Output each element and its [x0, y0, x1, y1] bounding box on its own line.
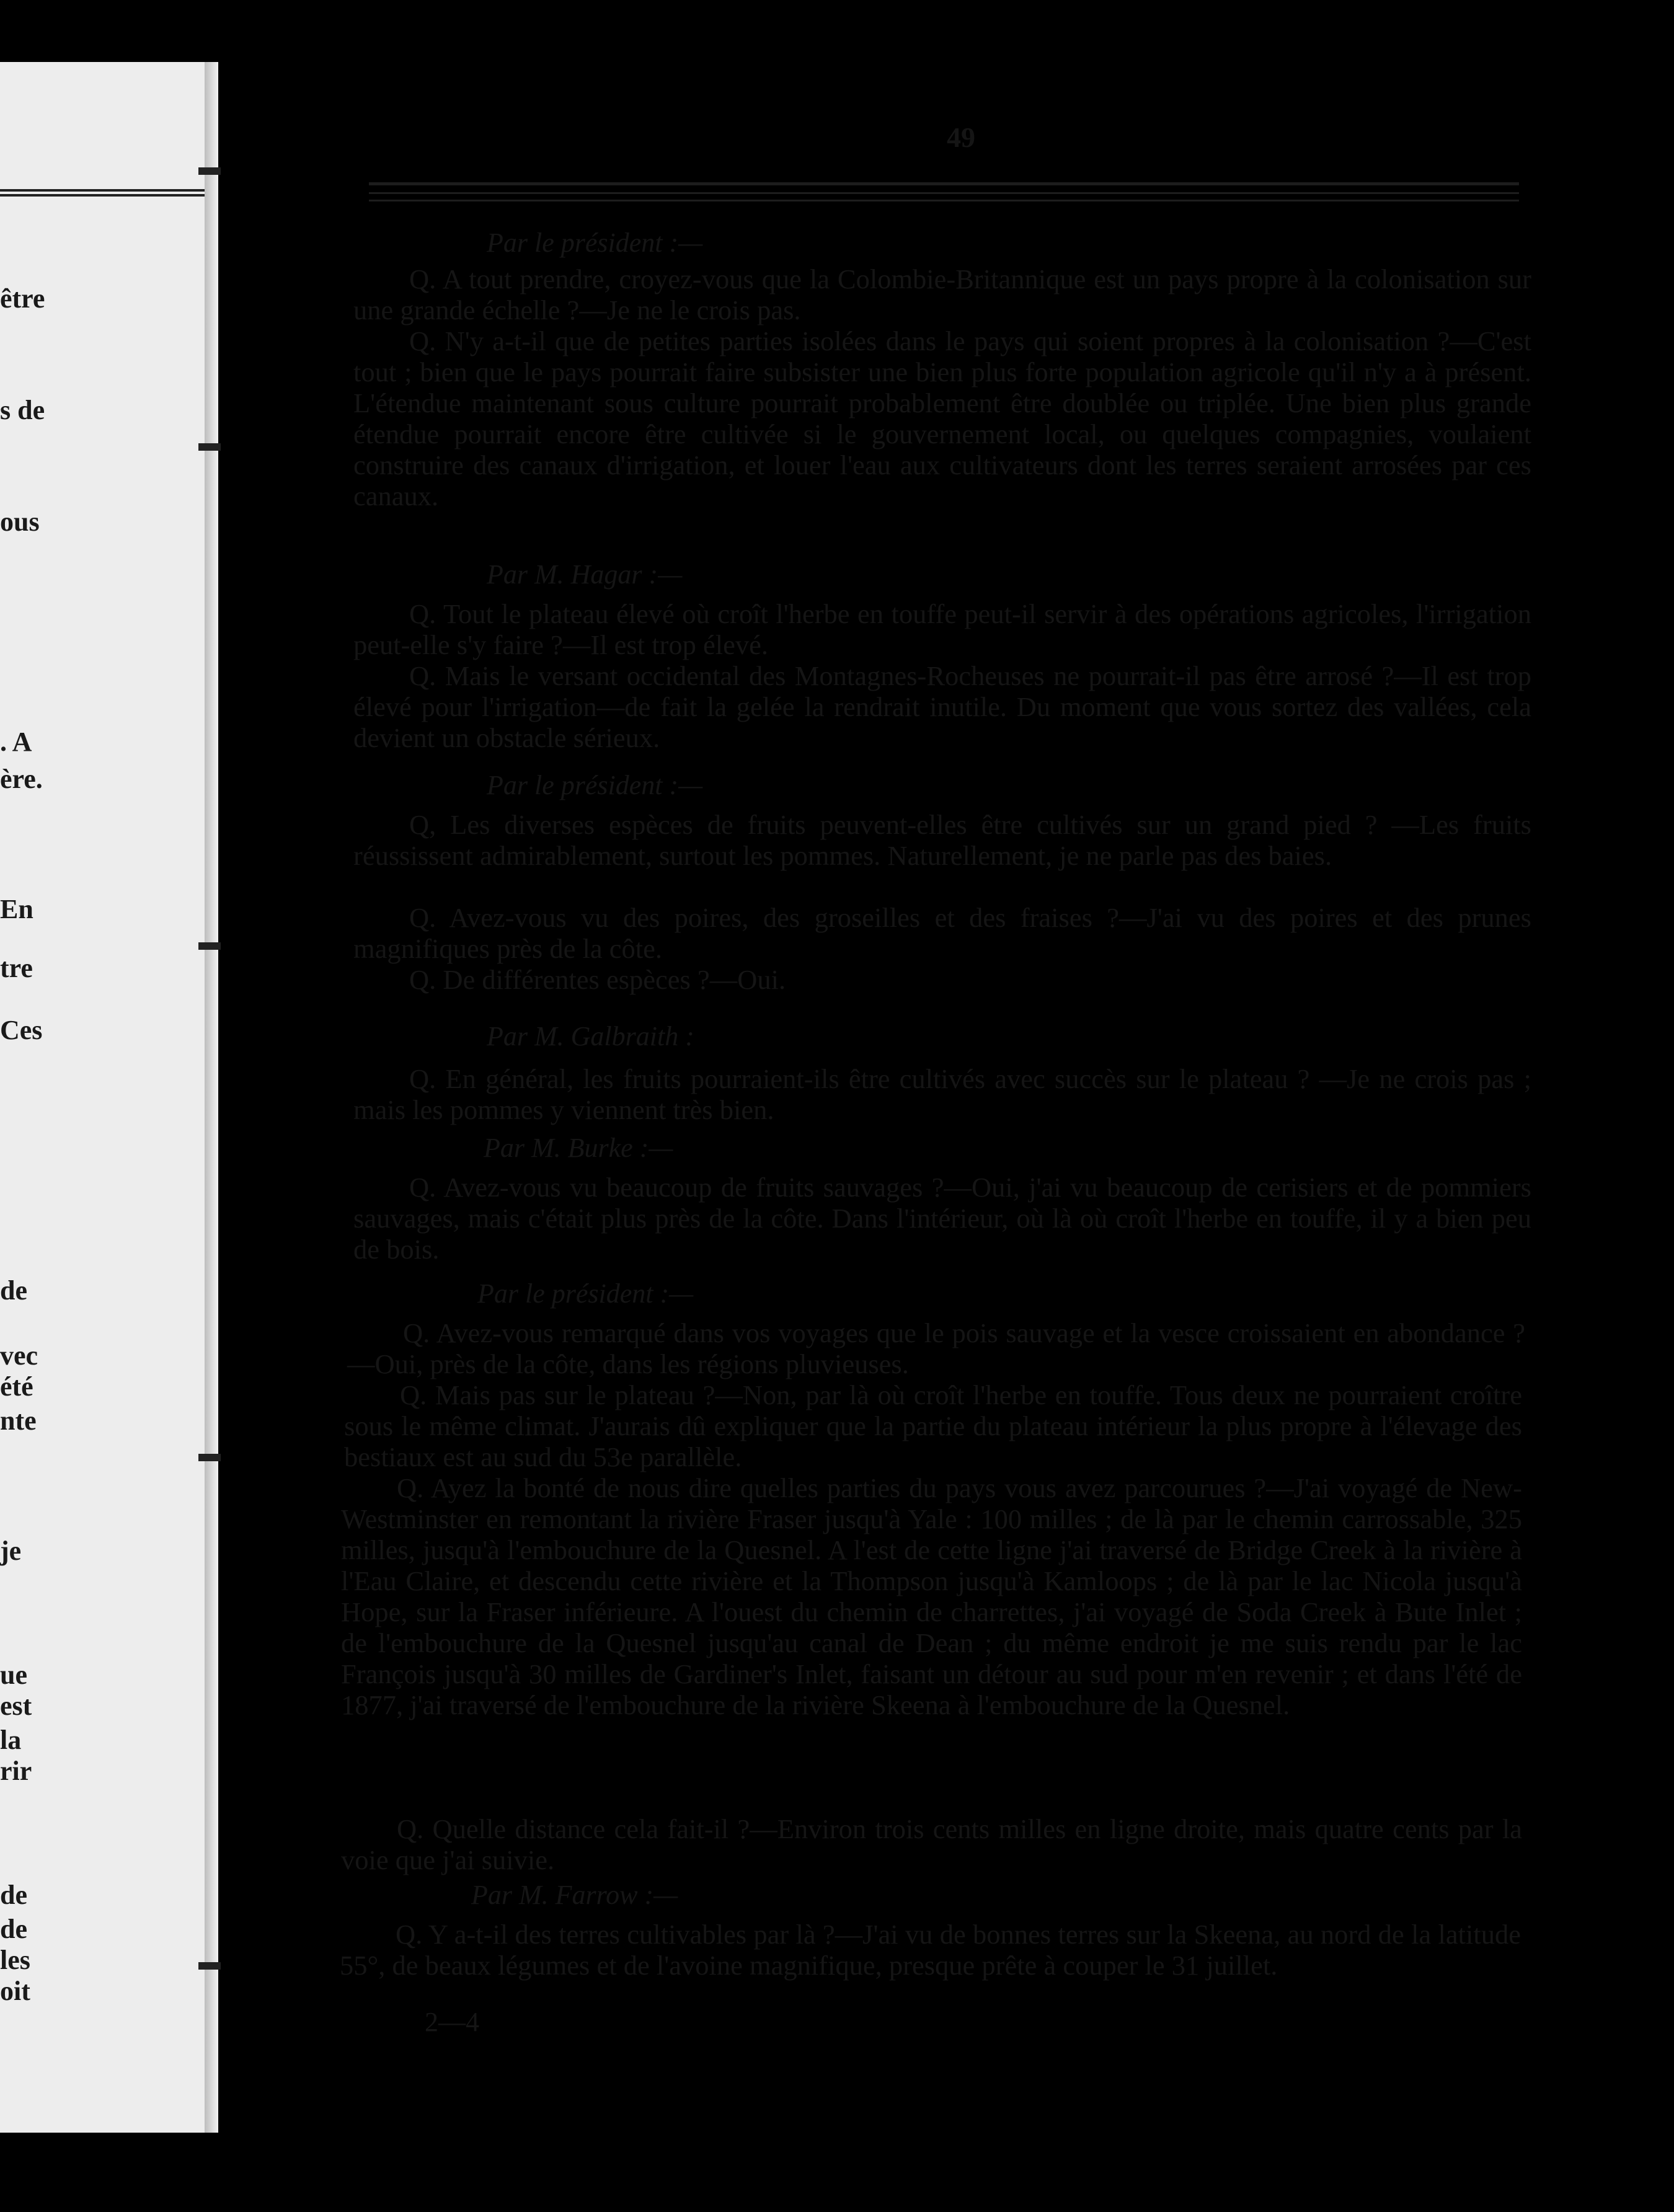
left-page-fragment: Ces	[0, 1015, 43, 1045]
question-answer-paragraph: Q. A tout prendre, croyez-vous que la Colombie-Britannique est un pays propre à la colonisation sur une grande échelle ?—Je ne le crois pas.	[353, 263, 1531, 325]
book-gutter	[205, 62, 218, 2133]
left-page-fragment: de	[0, 1880, 27, 1910]
left-page-fragment: En	[0, 894, 33, 924]
speaker-heading: Par M. Hagar :—	[487, 559, 683, 590]
question-answer-paragraph: Q. Y a-t-il des terres cultivables par là ?—J'ai vu de bonnes terres sur la Skeena, au nord de la latitude 55°, de beaux légumes et de l'avoine magnifique, presque prête à couper le 31 juillet.	[340, 1919, 1521, 1981]
question-answer-paragraph: Q. Avez-vous remarqué dans vos voyages que le pois sauvage et la vesce croissaient en abondance ?—Oui, près de la côte, dans les régions pluvieuses.	[347, 1317, 1525, 1379]
question-answer-paragraph: Q. Avez-vous vu beaucoup de fruits sauvages ?—Oui, j'ai vu beaucoup de cerisiers et de pommiers sauvages, mais c'était plus près de la côte. Dans l'intérieur, où là où croît l'herbe en touffe, il y a bien peu de bois.	[353, 1172, 1531, 1265]
left-page-fragment: ère.	[0, 764, 43, 794]
left-page-fragment: ue	[0, 1660, 27, 1690]
page-number: 49	[947, 122, 975, 153]
question-answer-paragraph: Q. En général, les fruits pourraient-ils être cultivés avec succès sur le plateau ? —Je ne crois pas ; mais les pommes y viennent très bien.	[353, 1063, 1531, 1125]
binding-stitch-mark	[198, 1454, 221, 1461]
question-answer-paragraph: Q. Ayez la bonté de nous dire quelles parties du pays vous avez parcourues ?—J'ai voyagé de New-Westminster en remontant la rivière Fraser jusqu'à Yale : 100 milles ; de là par le chemin carrossable, 325 milles, jusqu'à l'embouchure de la Quesnel. A l'est de cette ligne j'ai traversé de Bridge Creek à la rivière à l'Eau Claire, et descendu cette rivière et la Thompson jusqu'à Kamloops ; de là par le lac Nicola jusqu'à Hope, sur la Fraser inférieure. A l'ouest du chemin de charrettes, j'ai voyagé de Soda Creek à Bute Inlet ; de l'embouchure de la Quesnel jusqu'au canal de Dean ; du même endroit je me suis rendu par le lac François jusqu'à 30 milles de Gardiner's Inlet, faisant un détour au sud pour m'en revenir ; et dans l'été de 1877, j'ai traversé de l'embouchure de la rivière Skeena à l'embouchure de la Quesnel.	[341, 1472, 1522, 1720]
binding-stitch-mark	[198, 942, 221, 950]
question-answer-paragraph: Q. N'y a-t-il que de petites parties isolées dans le pays qui soient propres à la colonisation ?—C'est tout ; bien que le pays pourrait faire subsister une bien plus forte population agricole qu'il n'y a à présent. L'étendue maintenant sous culture pourrait probablement être doublée ou triplée. Une bien plus grande étendue pourrait encore être cultivée si le gouvernement local, ou quelques compagnies, voulaient construire des canaux d'irrigation, et louer l'eau aux cultivateurs dont les terres seraient arrosées par ces canaux.	[353, 325, 1531, 511]
left-page-fragment: été	[0, 1371, 33, 1402]
left-page-fragment: s de	[0, 395, 45, 425]
left-page-fragment: la	[0, 1725, 22, 1755]
binding-stitch-mark	[198, 167, 221, 175]
question-answer-paragraph: Q, Les diverses espèces de fruits peuvent-elles être cultivés sur un grand pied ? —Les fruits réussissent admirablement, surtout les pommes. Naturellement, je ne parle pas des baies.	[353, 809, 1531, 871]
left-page-fragment: ous	[0, 507, 40, 537]
header-rule	[369, 182, 1519, 185]
printer-signature: 2—4	[425, 2007, 479, 2037]
left-page-fragment: . A	[0, 727, 32, 757]
left-page-fragment: être	[0, 283, 45, 314]
binding-stitch-mark	[198, 1962, 221, 1970]
question-answer-paragraph: Q. Tout le plateau élevé où croît l'herbe en touffe peut-il servir à des opérations agricoles, l'irrigation peut-elle s'y faire ?—Il est trop élevé.	[353, 598, 1531, 660]
left-page-fragment: de	[0, 1914, 27, 1944]
binding-stitch-mark	[198, 443, 221, 451]
left-page-fragment: vec	[0, 1340, 38, 1371]
left-page-fragment: est	[0, 1691, 32, 1721]
left-page-fragment: je	[0, 1536, 22, 1566]
speaker-heading: Par M. Farrow :—	[471, 1880, 678, 1910]
left-page-fragment: de	[0, 1275, 27, 1306]
left-page-fragment: tre	[0, 953, 33, 983]
left-page-header-rule	[0, 189, 205, 192]
header-rule	[369, 192, 1519, 194]
left-page-fragment: oit	[0, 1976, 30, 2006]
speaker-heading: Par le président :—	[487, 770, 703, 800]
left-page-fragment: les	[0, 1945, 30, 1975]
speaker-heading: Par M. Burke :—	[484, 1133, 673, 1163]
question-answer-paragraph: Q. Avez-vous vu des poires, des groseilles et des fraises ?—J'ai vu des poires et des prunes magnifiques près de la côte.	[353, 902, 1531, 964]
question-answer-paragraph: Q. De différentes espèces ?—Oui.	[409, 964, 786, 995]
speaker-heading: Par M. Galbraith :	[487, 1021, 694, 1051]
question-answer-paragraph: Q. Mais le versant occidental des Montagnes-Rocheuses ne pourrait-il pas être arrosé ?—Il est trop élevé pour l'irrigation—de fait la gelée la rendrait inutile. Du moment que vous sortez des vallées, cela devient un obstacle sérieux.	[353, 660, 1531, 753]
question-answer-paragraph: Q. Mais pas sur le plateau ?—Non, par là où croît l'herbe en touffe. Tous deux ne pourraient croître sous le même climat. J'aurais dû expliquer que la partie du plateau intérieur la plus propre à l'élevage des bestiaux est au sud du 53e parallèle.	[344, 1379, 1522, 1472]
speaker-heading: Par le président :—	[477, 1278, 694, 1309]
left-page-fragment: nte	[0, 1405, 37, 1436]
left-page-fragment: rir	[0, 1756, 32, 1786]
left-facing-page	[0, 62, 205, 2133]
header-rule	[369, 200, 1519, 201]
question-answer-paragraph: Q. Quelle distance cela fait-il ?—Environ trois cents milles en ligne droite, mais quatre cents par la voie que j'ai suivie.	[341, 1813, 1522, 1875]
speaker-heading: Par le président :—	[487, 228, 703, 258]
